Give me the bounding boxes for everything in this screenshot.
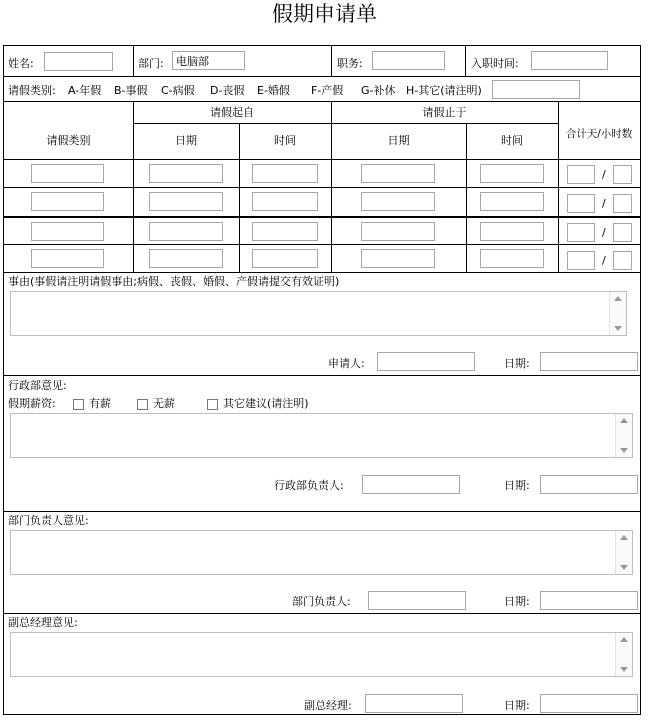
scroll-up-icon[interactable]	[620, 535, 628, 540]
from-header: 请假起自	[210, 106, 254, 119]
dept-head-scrollbar[interactable]	[615, 531, 632, 574]
divider	[4, 272, 640, 273]
other-leave-type-input[interactable]	[492, 80, 580, 99]
row-days-input[interactable]	[567, 165, 595, 184]
divider	[133, 46, 134, 76]
divider	[4, 159, 640, 160]
deputy-gm-opinion-label: 副总经理意见:	[8, 616, 78, 629]
reason-date-label: 日期:	[504, 357, 530, 370]
row-to-time-input[interactable]	[480, 222, 544, 241]
leave-type-label: 请假类别:	[8, 84, 56, 97]
dept-head-signer-input[interactable]	[368, 591, 466, 610]
row-to-date-input[interactable]	[361, 222, 435, 241]
row-to-date-input[interactable]	[361, 192, 435, 211]
position-label: 职务:	[337, 57, 363, 70]
dept-head-signer-label: 部门负责人:	[292, 595, 351, 608]
slash-separator: /	[602, 168, 606, 181]
divider	[4, 76, 640, 77]
row-leave-type-input[interactable]	[31, 249, 104, 268]
deputy-gm-signer-input[interactable]	[365, 694, 463, 713]
leave-type-option: E-婚假	[257, 84, 290, 97]
divider	[4, 187, 640, 188]
divider	[4, 613, 640, 614]
slash-separator: /	[602, 226, 606, 239]
admin-date-label: 日期:	[504, 479, 530, 492]
deputy-gm-opinion-textarea[interactable]	[10, 632, 633, 677]
deputy-gm-signer-label: 副总经理:	[304, 699, 352, 712]
row-hours-input[interactable]	[613, 194, 632, 213]
admin-date-input[interactable]	[540, 475, 638, 494]
row-to-date-input[interactable]	[361, 164, 435, 183]
scroll-up-icon[interactable]	[620, 637, 628, 642]
admin-scrollbar[interactable]	[615, 414, 632, 457]
unpaid-checkbox[interactable]	[137, 399, 148, 410]
applicant-input[interactable]	[377, 352, 475, 371]
divider	[4, 101, 640, 102]
deputy-gm-date-input[interactable]	[540, 694, 638, 713]
divider	[133, 123, 558, 124]
reason-scrollbar[interactable]	[609, 292, 626, 335]
scroll-down-icon[interactable]	[614, 326, 622, 331]
row-from-date-input[interactable]	[149, 222, 223, 241]
scroll-up-icon[interactable]	[614, 296, 622, 301]
row-from-time-input[interactable]	[252, 164, 318, 183]
row-hours-input[interactable]	[613, 251, 632, 270]
leave-type-option: D-丧假	[210, 84, 245, 97]
row-leave-type-input[interactable]	[31, 164, 104, 183]
divider	[4, 244, 640, 245]
row-hours-input[interactable]	[613, 223, 632, 242]
row-days-input[interactable]	[567, 194, 595, 213]
column-header-type: 请假类别	[46, 134, 91, 147]
to-header: 请假止于	[422, 106, 467, 119]
reason-label: 事由(事假请注明请假事由;病假、丧假、婚假、产假请提交有效证明)	[8, 275, 340, 288]
scroll-down-icon[interactable]	[620, 667, 628, 672]
row-from-date-input[interactable]	[149, 192, 223, 211]
divider	[4, 216, 640, 218]
divider	[331, 46, 332, 76]
paid-label: 有薪	[89, 397, 111, 410]
dept-head-date-label: 日期:	[504, 595, 530, 608]
department-label: 部门:	[138, 57, 164, 70]
divider	[4, 375, 640, 376]
join-date-label: 入职时间:	[471, 57, 519, 70]
other-suggestion-label: 其它建议(请注明)	[223, 397, 309, 410]
name-label: 姓名:	[8, 57, 34, 70]
row-from-time-input[interactable]	[252, 192, 318, 211]
admin-opinion-textarea[interactable]	[10, 413, 633, 458]
name-input[interactable]	[44, 52, 113, 71]
deputy-gm-date-label: 日期:	[504, 699, 530, 712]
column-header-to-date: 日期	[387, 134, 410, 147]
row-days-input[interactable]	[567, 251, 595, 270]
department-input[interactable]	[172, 51, 245, 70]
admin-signer-input[interactable]	[362, 475, 460, 494]
row-days-input[interactable]	[567, 223, 595, 242]
row-to-time-input[interactable]	[480, 249, 544, 268]
row-to-date-input[interactable]	[361, 249, 435, 268]
admin-signer-label: 行政部负责人:	[274, 479, 344, 492]
row-from-date-input[interactable]	[149, 164, 223, 183]
reason-textarea[interactable]	[10, 291, 627, 336]
scroll-up-icon[interactable]	[620, 418, 628, 423]
column-header-from-date: 日期	[175, 134, 197, 147]
column-header-to-time: 时间	[501, 134, 523, 147]
slash-separator: /	[602, 197, 606, 210]
column-header-total: 合计天/小时数	[565, 128, 633, 140]
scroll-down-icon[interactable]	[620, 565, 628, 570]
other-suggestion-checkbox[interactable]	[207, 399, 218, 410]
leave-type-option: C-病假	[161, 84, 195, 97]
leave-type-option: A-年假	[68, 84, 102, 97]
slash-separator: /	[602, 254, 606, 267]
leave-type-option: B-事假	[114, 84, 148, 97]
divider	[4, 511, 640, 512]
row-hours-input[interactable]	[613, 165, 632, 184]
page-title: 假期申请单	[272, 2, 377, 26]
salary-label: 假期薪资:	[8, 397, 56, 410]
join-date-input[interactable]	[531, 51, 608, 70]
reason-date-input[interactable]	[540, 352, 638, 371]
scroll-down-icon[interactable]	[620, 448, 628, 453]
dept-head-opinion-textarea[interactable]	[10, 530, 633, 575]
column-header-from-time: 时间	[274, 134, 296, 147]
row-from-time-input[interactable]	[252, 222, 318, 241]
row-leave-type-input[interactable]	[31, 192, 104, 211]
applicant-label: 申请人:	[328, 357, 365, 370]
leave-type-option: G-补休	[361, 84, 396, 97]
deputy-gm-scrollbar[interactable]	[615, 633, 632, 676]
row-from-time-input[interactable]	[252, 249, 318, 268]
unpaid-label: 无薪	[153, 397, 175, 410]
row-to-time-input[interactable]	[480, 164, 544, 183]
leave-type-option: F-产假	[311, 84, 344, 97]
divider	[465, 46, 466, 76]
leave-application-form	[3, 45, 641, 715]
row-leave-type-input[interactable]	[31, 222, 104, 241]
row-from-date-input[interactable]	[149, 249, 223, 268]
paid-checkbox[interactable]	[73, 399, 84, 410]
admin-opinion-label: 行政部意见:	[8, 379, 67, 392]
position-input[interactable]	[372, 51, 445, 70]
dept-head-opinion-label: 部门负责人意见:	[8, 514, 89, 527]
dept-head-date-input[interactable]	[540, 591, 638, 610]
leave-type-option: H-其它(请注明)	[406, 84, 482, 97]
row-to-time-input[interactable]	[480, 192, 544, 211]
